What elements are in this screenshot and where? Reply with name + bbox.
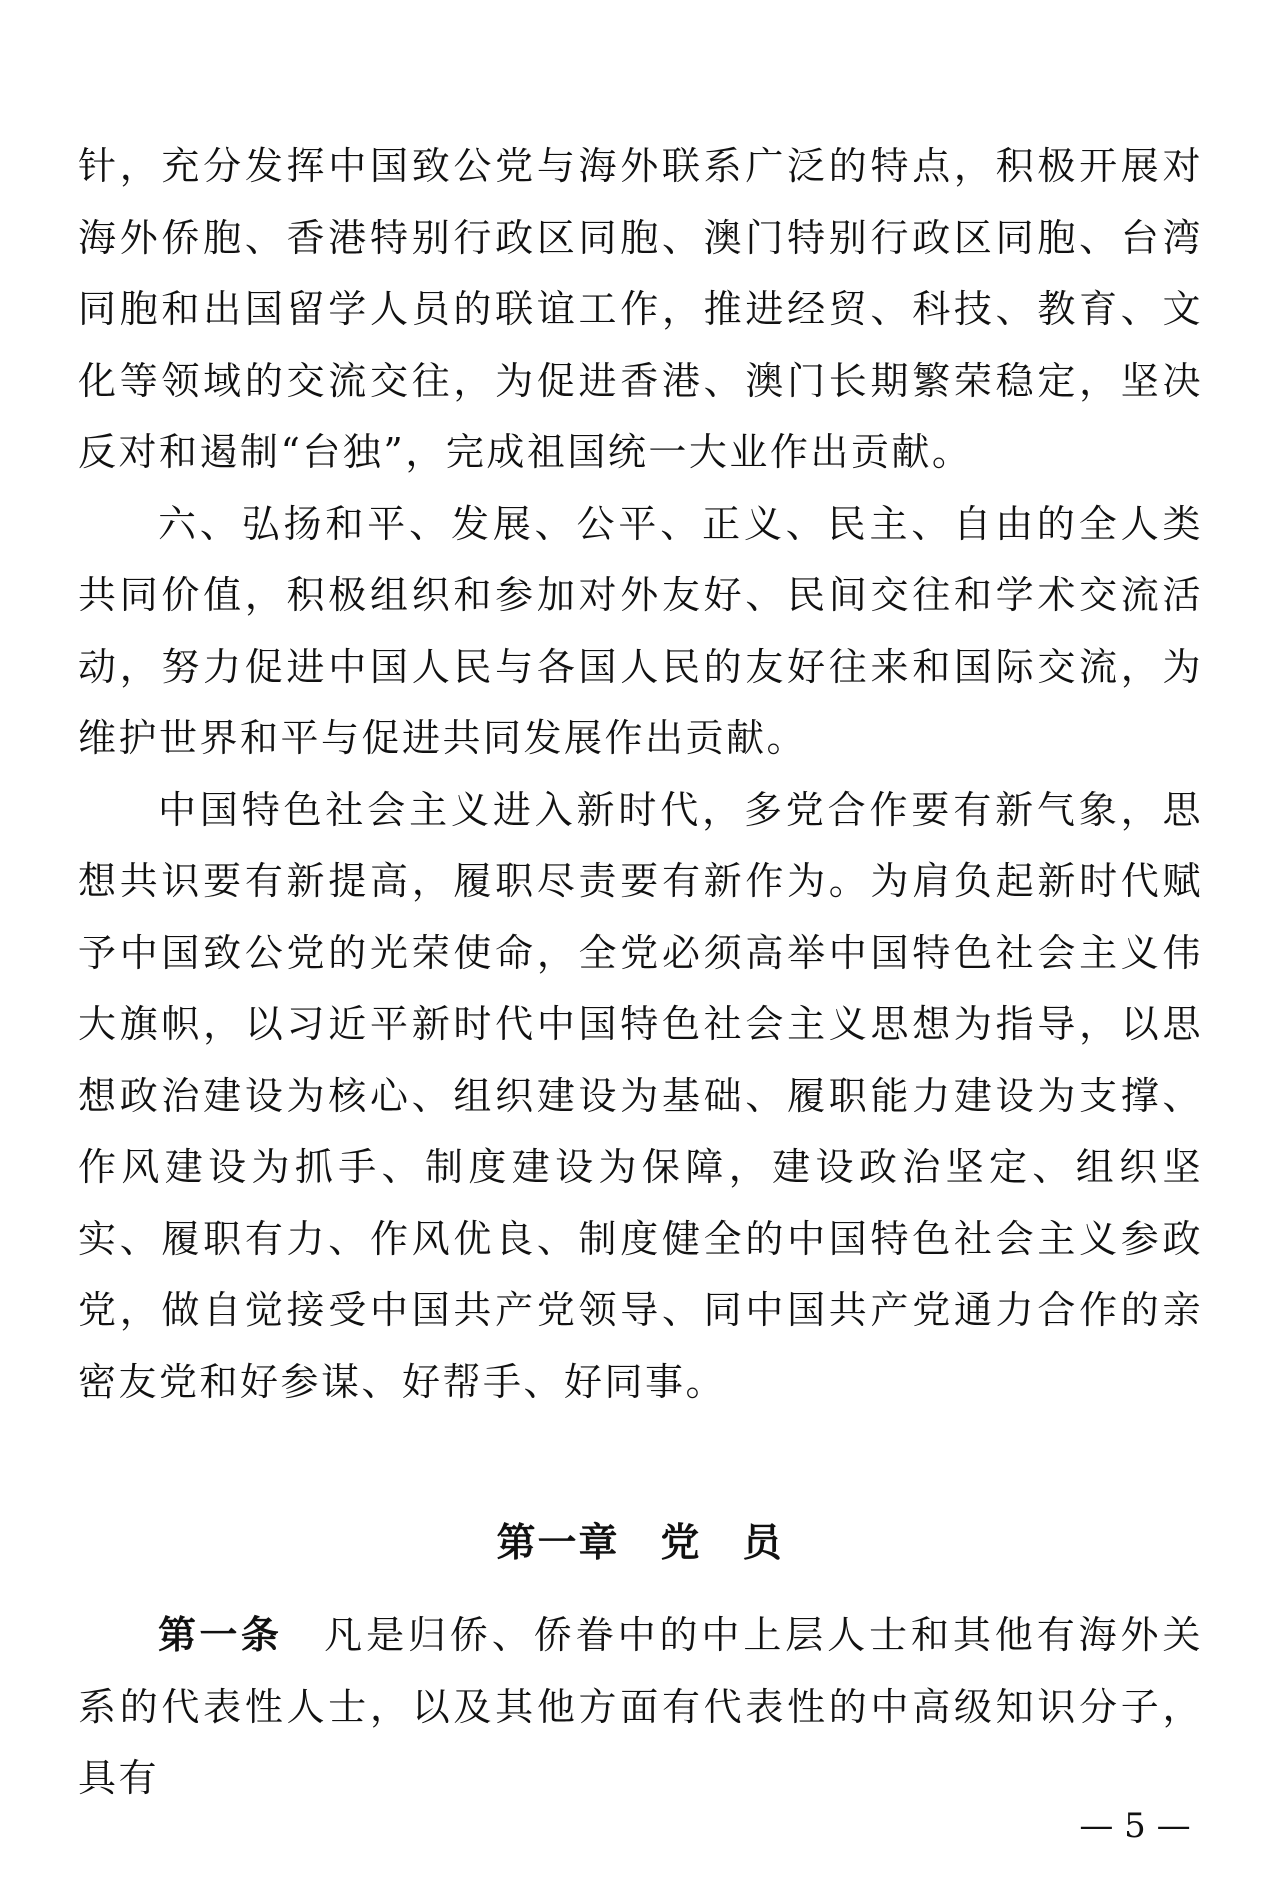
paragraph-continuation: 针，充分发挥中国致公党与海外联系广泛的特点，积极开展对海外侨胞、香港特别行政区同胞、澳门特别行政区同胞、台湾同胞和出国留学人员的联谊工作，推进经贸、科技、教育、文化等领域的交流交往，为促进香港、澳门长期繁荣稳定，坚决反对和遏制“台独”，完成祖国统一大业作出贡献。 <box>78 144 1203 474</box>
page-number: — 5 — <box>1079 1806 1191 1846</box>
article-paragraph <box>78 1600 1203 1815</box>
article-one <box>78 1600 1203 1815</box>
article-label: 第一条 <box>158 1613 283 1657</box>
body-text <box>78 131 1203 1418</box>
article-spacer <box>282 1613 324 1657</box>
paragraph-new-era: 中国特色社会主义进入新时代，多党合作要有新气象，思想共识要有新提高，履职尽责要有新作为。为肩负起新时代赋予中国致公党的光荣使命，全党必须高举中国特色社会主义伟大旗帜，以习近平新时代中国特色社会主义思想为指导，以思想政治建设为核心、组织建设为基础、履职能力建设为支撑、作风建设为抓手、制度建设为保障，建设政治坚定、组织坚实、履职有力、作风优良、制度健全的中国特色社会主义参政党，做自觉接受中国共产党领导、同中国共产党通力合作的亲密友党和好参谋、好帮手、好同事。 <box>78 787 1203 1404</box>
article-text: 凡是归侨、侨眷中的中上层人士和其他有海外关系的代表性人士，以及其他方面有代表性的中高级知识分子，具有 <box>78 1613 1203 1800</box>
paragraph-item-six: 六、弘扬和平、发展、公平、正义、民主、自由的全人类共同价值，积极组织和参加对外友好、民间交往和学术交流活动，努力促进中国人民与各国人民的友好往来和国际交流，为维护世界和平与促进共同发展作出贡献。 <box>78 501 1203 760</box>
chapter-title: 第一章 党 员 <box>496 1521 784 1566</box>
